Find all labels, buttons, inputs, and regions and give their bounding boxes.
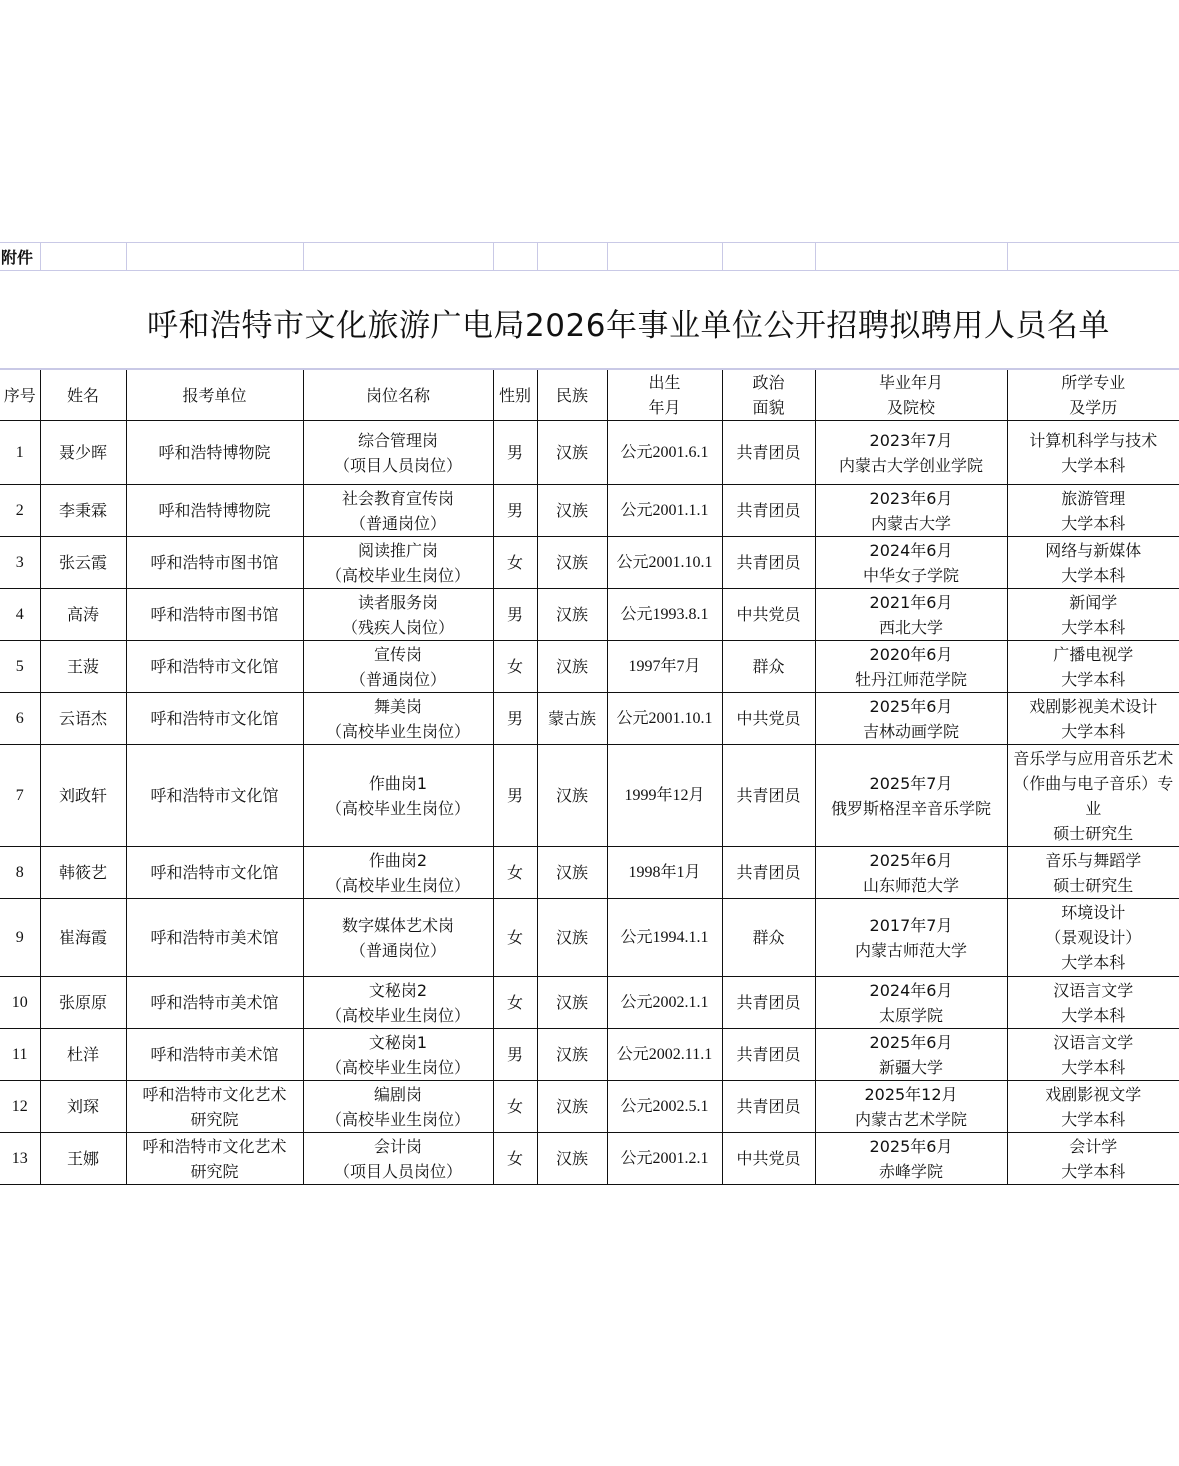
post-cell — [303, 745, 493, 847]
post-cell-line: 文秘岗1 — [368, 1032, 428, 1052]
name-cell: 刘琛 — [40, 1081, 126, 1133]
empty-cell — [815, 243, 1007, 271]
ethnicity-cell: 汉族 — [537, 1029, 607, 1081]
table-row — [0, 537, 1179, 589]
school-cell — [815, 537, 1007, 589]
row-number: 12 — [0, 1081, 40, 1133]
post-cell-line: 数字媒体艺术岗 — [341, 915, 454, 935]
name-cell: 张云霞 — [40, 537, 126, 589]
ethnicity-cell: 汉族 — [537, 1133, 607, 1185]
birth-cell: 公元2002.11.1 — [607, 1029, 722, 1081]
column-header-line: 民族 — [555, 385, 588, 405]
column-header — [40, 369, 126, 421]
school-cell-line: 内蒙古大学创业学院 — [838, 455, 983, 475]
major-cell — [1007, 485, 1179, 537]
school-cell-line: 新疆大学 — [878, 1057, 943, 1077]
post-cell — [303, 421, 493, 485]
table-row — [0, 693, 1179, 745]
post-cell-line: （项目人员岗位） — [333, 1161, 462, 1181]
major-cell-line: （景观设计） — [1045, 928, 1142, 947]
ethnicity-cell: 汉族 — [537, 589, 607, 641]
name-cell: 聂少晖 — [40, 421, 126, 485]
ethnicity-cell: 汉族 — [537, 977, 607, 1029]
name-cell: 张原原 — [40, 977, 126, 1029]
ethnicity-cell: 汉族 — [537, 745, 607, 847]
empty-cell — [537, 243, 607, 271]
major-cell — [1007, 847, 1179, 899]
school-cell-line: 2025年6月 — [869, 1032, 953, 1052]
empty-cell — [126, 243, 303, 271]
post-cell-line: （高校毕业生岗位） — [325, 565, 470, 585]
political-cell: 中共党员 — [722, 589, 815, 641]
school-cell-line: 2023年6月 — [869, 488, 953, 508]
school-cell-line: 牡丹江师范学院 — [854, 669, 967, 689]
post-cell-line: （高校毕业生岗位） — [325, 1005, 470, 1025]
post-cell-line: （普通岗位） — [349, 940, 446, 960]
gender-cell: 男 — [493, 745, 537, 847]
gender-cell: 女 — [493, 1133, 537, 1185]
post-cell-line: （高校毕业生岗位） — [325, 798, 470, 818]
post-cell-line: （高校毕业生岗位） — [325, 1109, 470, 1129]
row-number: 5 — [0, 641, 40, 693]
empty-cell — [722, 243, 815, 271]
name-cell: 李秉霖 — [40, 485, 126, 537]
empty-cell — [303, 243, 493, 271]
column-header — [0, 369, 40, 421]
birth-cell: 公元2001.2.1 — [607, 1133, 722, 1185]
ethnicity-cell: 汉族 — [537, 485, 607, 537]
unit-cell-line: 呼和浩特市文化艺术 — [142, 1136, 287, 1156]
unit-cell — [126, 977, 303, 1029]
birth-cell: 公元2002.1.1 — [607, 977, 722, 1029]
school-cell-line: 2025年12月 — [864, 1084, 958, 1104]
political-cell: 群众 — [722, 899, 815, 977]
unit-cell-line: 呼和浩特市图书馆 — [150, 605, 279, 624]
major-cell — [1007, 1081, 1179, 1133]
school-cell-line: 内蒙古大学 — [870, 513, 951, 533]
school-cell-line: 内蒙古艺术学院 — [854, 1109, 967, 1129]
unit-cell — [126, 589, 303, 641]
school-cell — [815, 1133, 1007, 1185]
ethnicity-cell: 汉族 — [537, 537, 607, 589]
political-cell: 共青团员 — [722, 1029, 815, 1081]
school-cell-line: 太原学院 — [878, 1005, 943, 1025]
post-cell-line: 会计岗 — [373, 1136, 422, 1156]
major-cell-line: 音乐学与应用音乐艺术 — [1013, 748, 1174, 768]
school-cell-line: 赤峰学院 — [878, 1161, 943, 1181]
birth-cell: 公元2001.6.1 — [607, 421, 722, 485]
gender-cell: 男 — [493, 421, 537, 485]
post-cell — [303, 899, 493, 977]
post-cell — [303, 537, 493, 589]
school-cell-line: 俄罗斯格涅辛音乐学院 — [830, 798, 991, 818]
row-number: 1 — [0, 421, 40, 485]
column-header-line: 毕业年月 — [878, 373, 943, 392]
major-cell-line: 大学本科 — [1061, 953, 1126, 972]
name-cell: 刘政轩 — [40, 745, 126, 847]
column-header — [1007, 369, 1179, 421]
unit-cell-line: 研究院 — [190, 1109, 239, 1129]
post-cell-line: （项目人员岗位） — [333, 455, 462, 475]
political-cell: 中共党员 — [722, 1133, 815, 1185]
gender-cell: 女 — [493, 641, 537, 693]
major-cell-line: 戏剧影视文学 — [1045, 1084, 1142, 1104]
major-cell — [1007, 641, 1179, 693]
school-cell — [815, 641, 1007, 693]
major-cell-line: 大学本科 — [1061, 617, 1126, 637]
school-cell — [815, 485, 1007, 537]
political-cell: 共青团员 — [722, 745, 815, 847]
school-cell — [815, 1081, 1007, 1133]
major-cell-line: 大学本科 — [1061, 455, 1126, 475]
column-header-line: 面貌 — [752, 398, 785, 417]
gender-cell: 女 — [493, 1081, 537, 1133]
political-cell: 共青团员 — [722, 421, 815, 485]
name-cell: 云语杰 — [40, 693, 126, 745]
post-cell — [303, 977, 493, 1029]
major-cell — [1007, 693, 1179, 745]
name-cell: 王娜 — [40, 1133, 126, 1185]
major-cell-line: 环境设计 — [1061, 903, 1126, 922]
school-cell — [815, 899, 1007, 977]
unit-cell — [126, 847, 303, 899]
column-header-line: 岗位名称 — [365, 385, 430, 405]
column-header-line: 性别 — [498, 385, 531, 405]
birth-cell: 1997年7月 — [607, 641, 722, 693]
row-number: 11 — [0, 1029, 40, 1081]
unit-cell-line: 呼和浩特市文化馆 — [150, 786, 279, 805]
birth-cell: 公元2001.1.1 — [607, 485, 722, 537]
post-cell-line: 编剧岗 — [373, 1084, 422, 1104]
school-cell-line: 2025年6月 — [869, 696, 953, 716]
birth-cell: 1998年1月 — [607, 847, 722, 899]
post-cell-line: （残疾人岗位） — [341, 617, 454, 637]
major-cell — [1007, 537, 1179, 589]
column-header-line: 序号 — [3, 385, 36, 405]
empty-cell — [1007, 243, 1179, 271]
major-cell — [1007, 1133, 1179, 1185]
post-cell-line: 综合管理岗 — [357, 430, 438, 450]
post-cell — [303, 1133, 493, 1185]
school-cell-line: 吉林动画学院 — [862, 721, 959, 741]
unit-cell — [126, 1133, 303, 1185]
column-header-line: 及院校 — [886, 398, 935, 417]
major-cell-line: 网络与新媒体 — [1045, 540, 1142, 560]
school-cell — [815, 847, 1007, 899]
major-cell-line: 广播电视学 — [1053, 644, 1134, 664]
column-header — [303, 369, 493, 421]
major-cell-line: 会计学 — [1069, 1136, 1118, 1156]
empty-cell — [607, 243, 722, 271]
name-cell: 韩筱艺 — [40, 847, 126, 899]
unit-cell — [126, 1029, 303, 1081]
political-cell: 共青团员 — [722, 485, 815, 537]
school-cell-line: 2020年6月 — [869, 644, 953, 664]
major-cell-line: 计算机科学与技术 — [1029, 430, 1158, 450]
row-number: 9 — [0, 899, 40, 977]
school-cell-line: 中华女子学院 — [862, 565, 959, 585]
post-cell-line: 宣传岗 — [373, 644, 422, 664]
major-cell-line: 大学本科 — [1061, 1109, 1126, 1129]
post-cell — [303, 589, 493, 641]
column-header — [722, 369, 815, 421]
major-cell-line: 旅游管理 — [1061, 488, 1126, 508]
birth-cell: 公元2001.10.1 — [607, 693, 722, 745]
birth-cell: 公元2001.10.1 — [607, 537, 722, 589]
major-cell-line: 大学本科 — [1061, 513, 1126, 533]
political-cell: 共青团员 — [722, 977, 815, 1029]
unit-cell-line: 呼和浩特市美术馆 — [150, 928, 279, 947]
column-header — [815, 369, 1007, 421]
column-header-line: 报考单位 — [182, 385, 247, 405]
post-cell — [303, 641, 493, 693]
major-cell — [1007, 1029, 1179, 1081]
ethnicity-cell: 汉族 — [537, 641, 607, 693]
table-row — [0, 485, 1179, 537]
ethnicity-cell: 汉族 — [537, 1081, 607, 1133]
post-cell-line: 阅读推广岗 — [357, 540, 438, 560]
post-cell-line: （普通岗位） — [349, 513, 446, 533]
major-cell-line: 汉语言文学 — [1053, 1032, 1134, 1052]
post-cell-line: （高校毕业生岗位） — [325, 1057, 470, 1077]
post-cell-line: 文秘岗2 — [368, 980, 428, 1000]
political-cell: 共青团员 — [722, 847, 815, 899]
unit-cell — [126, 693, 303, 745]
major-cell — [1007, 589, 1179, 641]
post-cell — [303, 847, 493, 899]
school-cell — [815, 977, 1007, 1029]
table-row — [0, 1133, 1179, 1185]
table-body — [0, 421, 1179, 1185]
unit-cell-line: 呼和浩特市文化馆 — [150, 863, 279, 882]
gender-cell: 女 — [493, 899, 537, 977]
school-cell-line: 2024年6月 — [869, 540, 953, 560]
school-cell-line: 2024年6月 — [869, 980, 953, 1000]
candidate-table — [0, 368, 1179, 1185]
unit-cell — [126, 421, 303, 485]
row-number: 10 — [0, 977, 40, 1029]
post-cell-line: （高校毕业生岗位） — [325, 875, 470, 895]
table-row — [0, 589, 1179, 641]
unit-cell — [126, 537, 303, 589]
birth-cell: 公元1994.1.1 — [607, 899, 722, 977]
post-cell-line: 舞美岗 — [373, 696, 422, 716]
post-cell — [303, 485, 493, 537]
major-cell-line: 大学本科 — [1061, 721, 1126, 741]
major-cell-line: 新闻学 — [1069, 592, 1118, 612]
table-row — [0, 1081, 1179, 1133]
post-cell — [303, 1081, 493, 1133]
unit-cell — [126, 1081, 303, 1133]
school-cell — [815, 693, 1007, 745]
ethnicity-cell: 汉族 — [537, 421, 607, 485]
major-cell-line: 硕士研究生 — [1053, 875, 1134, 895]
row-number: 4 — [0, 589, 40, 641]
major-cell-line: 业 — [1085, 798, 1102, 818]
column-header-line: 所学专业 — [1061, 373, 1126, 392]
document-title: 呼和浩特市文化旅游广电局2026年事业单位公开招聘拟聘用人员名单 — [147, 308, 1110, 344]
post-cell-line: 社会教育宣传岗 — [341, 488, 454, 508]
unit-cell-line: 呼和浩特市文化馆 — [150, 709, 279, 728]
row-number: 8 — [0, 847, 40, 899]
empty-cell — [493, 243, 537, 271]
post-cell-line: 作曲岗1 — [368, 773, 428, 793]
birth-cell: 公元1993.8.1 — [607, 589, 722, 641]
column-header-line: 年月 — [648, 398, 681, 417]
gender-cell: 女 — [493, 847, 537, 899]
column-header-line: 及学历 — [1069, 398, 1118, 417]
major-cell-line: 大学本科 — [1061, 1161, 1126, 1181]
major-cell-line: 大学本科 — [1061, 669, 1126, 689]
major-cell-line: 汉语言文学 — [1053, 980, 1134, 1000]
gender-cell: 男 — [493, 485, 537, 537]
school-cell-line: 山东师范大学 — [862, 875, 959, 895]
school-cell — [815, 589, 1007, 641]
political-cell: 中共党员 — [722, 693, 815, 745]
annex-label: 附件 — [0, 243, 40, 271]
table-row — [0, 421, 1179, 485]
ethnicity-cell: 汉族 — [537, 899, 607, 977]
row-number: 3 — [0, 537, 40, 589]
birth-cell: 1999年12月 — [607, 745, 722, 847]
post-cell-line: 读者服务岗 — [357, 592, 438, 612]
post-cell-line: 作曲岗2 — [368, 850, 428, 870]
major-cell-line: 音乐与舞蹈学 — [1045, 850, 1142, 870]
political-cell: 群众 — [722, 641, 815, 693]
birth-cell: 公元2002.5.1 — [607, 1081, 722, 1133]
post-cell — [303, 1029, 493, 1081]
school-cell — [815, 745, 1007, 847]
unit-cell-line: 呼和浩特博物院 — [158, 443, 271, 462]
column-header-line: 政治 — [752, 373, 785, 392]
major-cell-line: 大学本科 — [1061, 1005, 1126, 1025]
name-cell: 王菠 — [40, 641, 126, 693]
unit-cell-line: 呼和浩特市图书馆 — [150, 553, 279, 572]
annex-row — [0, 242, 1179, 271]
unit-cell — [126, 641, 303, 693]
school-cell-line: 2025年7月 — [869, 773, 953, 793]
table-row — [0, 641, 1179, 693]
unit-cell — [126, 899, 303, 977]
major-cell-line: 戏剧影视美术设计 — [1029, 696, 1158, 716]
post-cell-line: （高校毕业生岗位） — [325, 721, 470, 741]
table-row — [0, 745, 1179, 847]
school-cell-line: 2021年6月 — [869, 592, 953, 612]
unit-cell-line: 研究院 — [190, 1161, 239, 1181]
political-cell: 共青团员 — [722, 1081, 815, 1133]
unit-cell-line: 呼和浩特市美术馆 — [150, 993, 279, 1012]
ethnicity-cell: 蒙古族 — [537, 693, 607, 745]
column-header-line: 出生 — [648, 373, 681, 392]
post-cell — [303, 693, 493, 745]
unit-cell — [126, 745, 303, 847]
row-number: 13 — [0, 1133, 40, 1185]
column-header — [126, 369, 303, 421]
table-row — [0, 847, 1179, 899]
row-number: 7 — [0, 745, 40, 847]
row-number: 2 — [0, 485, 40, 537]
table-header-row — [0, 369, 1179, 421]
gender-cell: 女 — [493, 537, 537, 589]
unit-cell — [126, 485, 303, 537]
major-cell-line: 大学本科 — [1061, 565, 1126, 585]
major-cell — [1007, 421, 1179, 485]
gender-cell: 男 — [493, 693, 537, 745]
ethnicity-cell: 汉族 — [537, 847, 607, 899]
gender-cell: 女 — [493, 977, 537, 1029]
school-cell-line: 2025年6月 — [869, 1136, 953, 1156]
major-cell — [1007, 977, 1179, 1029]
unit-cell-line: 呼和浩特市美术馆 — [150, 1045, 279, 1064]
unit-cell-line: 呼和浩特市文化艺术 — [142, 1084, 287, 1104]
table-row — [0, 1029, 1179, 1081]
major-cell — [1007, 745, 1179, 847]
major-cell-line: 硕士研究生 — [1053, 823, 1134, 843]
column-header — [537, 369, 607, 421]
column-header-line: 姓名 — [66, 385, 99, 405]
table-row — [0, 899, 1179, 977]
unit-cell-line: 呼和浩特博物院 — [158, 501, 271, 520]
unit-cell-line: 呼和浩特市文化馆 — [150, 657, 279, 676]
name-cell: 崔海霞 — [40, 899, 126, 977]
table-row — [0, 977, 1179, 1029]
row-number: 6 — [0, 693, 40, 745]
school-cell — [815, 421, 1007, 485]
gender-cell: 男 — [493, 589, 537, 641]
column-header — [493, 369, 537, 421]
school-cell-line: 2023年7月 — [869, 430, 953, 450]
school-cell — [815, 1029, 1007, 1081]
school-cell-line: 内蒙古师范大学 — [854, 940, 967, 960]
school-cell-line: 西北大学 — [878, 617, 943, 637]
school-cell-line: 2025年6月 — [869, 850, 953, 870]
name-cell: 高涛 — [40, 589, 126, 641]
school-cell-line: 2017年7月 — [869, 915, 953, 935]
major-cell — [1007, 899, 1179, 977]
major-cell-line: （作曲与电子音乐）专 — [1013, 773, 1174, 793]
empty-cell — [40, 243, 126, 271]
political-cell: 共青团员 — [722, 537, 815, 589]
gender-cell: 男 — [493, 1029, 537, 1081]
major-cell-line: 大学本科 — [1061, 1057, 1126, 1077]
post-cell-line: （普通岗位） — [349, 669, 446, 689]
name-cell: 杜洋 — [40, 1029, 126, 1081]
column-header — [607, 369, 722, 421]
